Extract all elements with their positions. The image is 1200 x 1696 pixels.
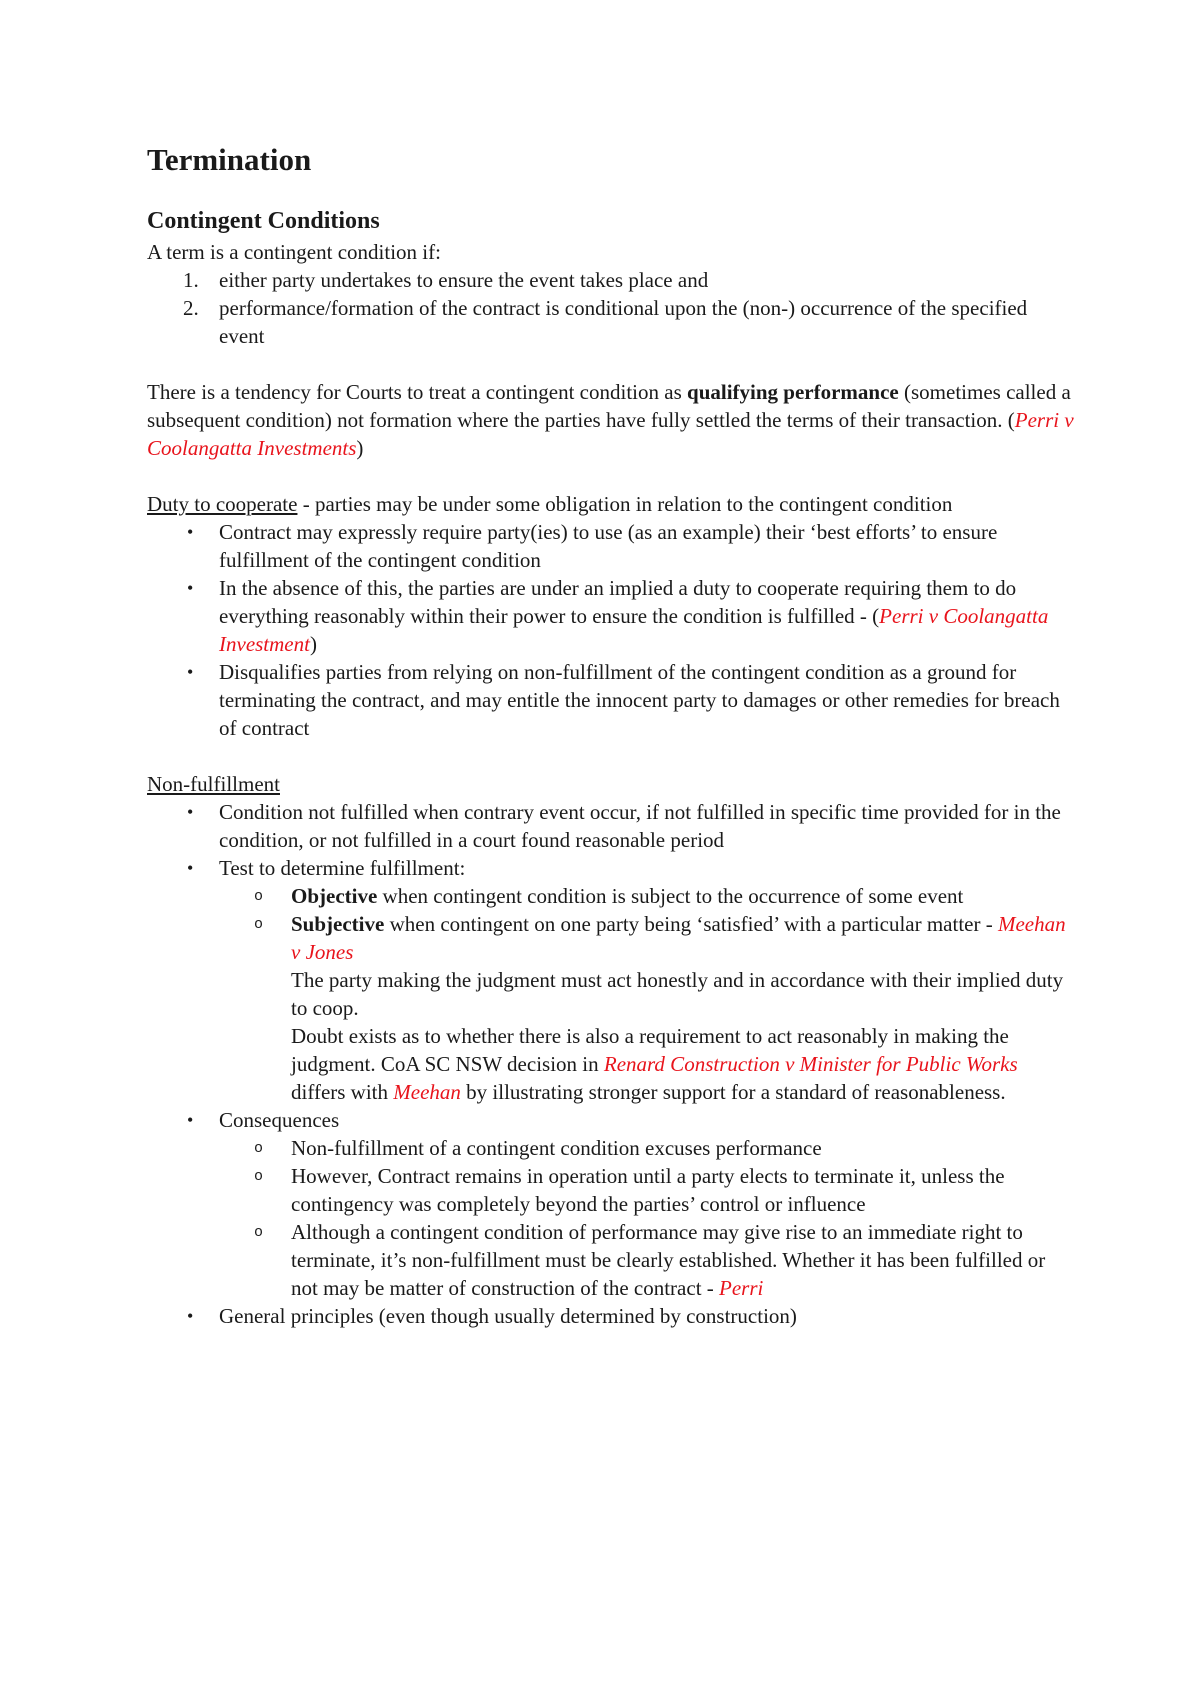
duty-bullet-list — [147, 518, 1077, 742]
bullet-icon: • — [187, 1306, 194, 1326]
non-fulfillment-bullet-list — [147, 798, 1077, 1330]
list-item — [147, 574, 1077, 658]
consequences-list — [219, 1134, 1077, 1302]
text-run: ) — [309, 632, 317, 656]
list-item — [219, 1134, 1077, 1162]
bullet-icon: • — [187, 1110, 194, 1130]
text-run: when contingent on one party being ‘satisfied’ with a particular matter - — [384, 912, 998, 936]
list-item-text: performance/formation of the contract is conditional upon the (non-) occurrence of the specified event — [219, 296, 1028, 348]
text-run: There is a tendency for Courts to treat a contingent condition as — [147, 380, 688, 404]
bold-term: Subjective — [291, 912, 385, 936]
case-citation: Meehan v Jones — [291, 912, 1066, 964]
text-run: - parties may be under some obligation in relation to the contingent condition — [297, 492, 953, 516]
list-item-text: The party making the judgment must act honestly and in accordance with their implied duty to coop. — [291, 968, 1064, 1020]
text-run: (sometimes called a subsequent condition) not formation where the parties have fully settled the terms of their transaction. ( — [147, 380, 1071, 432]
list-item — [219, 910, 1077, 1106]
list-item-text: either party undertakes to ensure the event takes place and — [219, 268, 709, 292]
bold-term: qualifying performance — [687, 380, 899, 404]
list-item-text — [291, 1022, 1077, 1106]
case-citation: Perri v Coolangatta Investments — [147, 408, 1074, 460]
bold-term: Objective — [291, 884, 378, 908]
list-item — [147, 854, 1077, 1106]
list-item — [147, 798, 1077, 854]
non-fulfillment-heading — [147, 770, 1077, 798]
case-citation: Renard Construction v Minister for Public Works — [603, 1052, 1018, 1076]
list-item-text: Disqualifies parties from relying on non-fulfillment of the contingent condition as a ground for terminating the contract, and may entitle the innocent party to damages or other remedies for breach of contract — [219, 660, 1060, 740]
bullet-icon: • — [187, 578, 194, 598]
bullet-icon: • — [187, 522, 194, 542]
list-item — [147, 1302, 1077, 1330]
case-citation: Perri v Coolangatta Investment — [219, 604, 1049, 656]
text-run: differs with — [291, 1080, 394, 1104]
list-item — [147, 1106, 1077, 1302]
list-number: 2. — [183, 296, 199, 320]
list-number: 1. — [183, 268, 199, 292]
text-run: when contingent condition is subject to the occurrence of some event — [377, 884, 964, 908]
underlined-heading: Duty to cooperate — [147, 492, 298, 516]
underlined-heading: Non-fulfillment — [147, 772, 280, 796]
document-title: Termination — [147, 142, 312, 177]
text-run: Doubt exists as to whether there is also a requirement to act reasonably in making the judgment. CoA SC NSW decision in — [291, 1024, 1009, 1076]
list-item-text: Condition not fulfilled when contrary event occur, if not fulfilled in specific time provided for in the condition, or not fulfilled in a court found reasonable period — [219, 800, 1061, 852]
list-item — [147, 294, 1077, 350]
list-item-text: In the absence of this, the parties are under an implied a duty to cooperate requiring them to do everything reasonably within their power to ensure the condition is fulfilled - ( — [219, 576, 1017, 628]
tendency-paragraph — [147, 378, 1077, 462]
list-item — [219, 1218, 1077, 1302]
document-page — [147, 140, 1077, 1330]
case-citation: Meehan — [393, 1080, 461, 1104]
sub-bullet-icon: o — [254, 1168, 264, 1185]
list-item-text: General principles (even though usually determined by construction) — [219, 1304, 797, 1328]
bullet-icon: • — [187, 858, 194, 878]
contingent-criteria-list — [147, 266, 1077, 350]
sub-bullet-icon: o — [254, 888, 264, 905]
bullet-icon: • — [187, 802, 194, 822]
sub-bullet-icon: o — [254, 1224, 264, 1241]
text-run: by illustrating stronger support for a standard of reasonableness. — [460, 1080, 1006, 1104]
text-run: ) — [356, 436, 364, 460]
list-item — [219, 1162, 1077, 1218]
fulfillment-test-list — [219, 882, 1077, 1106]
list-item-text: Contract may expressly require party(ies) to use (as an example) their ‘best efforts’ to ensure fulfillment of the contingent condition — [219, 520, 998, 572]
list-item — [147, 518, 1077, 574]
case-citation: Perri — [719, 1276, 764, 1300]
list-item — [219, 882, 1077, 910]
bullet-icon: • — [187, 662, 194, 682]
duty-paragraph — [147, 490, 1077, 518]
sub-bullet-icon: o — [254, 916, 264, 933]
list-item — [147, 266, 1077, 294]
list-item — [147, 658, 1077, 742]
list-item-text: Test to determine fulfillment: — [219, 856, 466, 880]
sub-bullet-icon: o — [254, 1140, 264, 1157]
list-item-text: However, Contract remains in operation until a party elects to terminate it, unless the contingency was completely beyond the parties’ control or influence — [291, 1164, 1005, 1216]
section-heading-contingent-conditions: Contingent Conditions — [147, 208, 380, 234]
list-item-text: Although a contingent condition of performance may give rise to an immediate right to terminate, it’s non-fulfillment must be clearly established. Whether it has been fulfilled or not may be matter of construction of the contract - — [291, 1220, 1046, 1300]
contingent-intro: A term is a contingent condition if: — [147, 240, 441, 264]
list-item-text: Non-fulfillment of a contingent condition excuses performance — [291, 1136, 822, 1160]
list-item-text: Consequences — [219, 1108, 340, 1132]
